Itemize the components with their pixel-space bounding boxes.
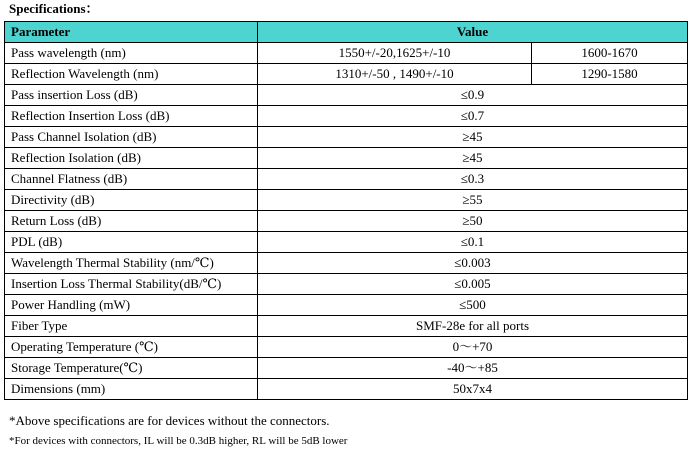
row-value-a: 1550+/-20,1625+/-10 [258,43,532,64]
row-value: ≤0.3 [258,169,688,190]
row-value: ≥50 [258,211,688,232]
table-row [5,190,688,211]
row-parameter: Reflection Wavelength (nm) [5,64,258,85]
spec-title: Specifications： [9,1,99,16]
row-value: -40～+85 [258,358,688,379]
row-parameter: Power Handling (mW) [5,295,258,316]
table-row [5,43,688,64]
row-parameter: Reflection Insertion Loss (dB) [5,106,258,127]
row-value: ≤0.9 [258,85,688,106]
row-value: ≤500 [258,295,688,316]
table-row [5,106,688,127]
row-parameter: Pass wavelength (nm) [5,43,258,64]
row-parameter: Dimensions (mm) [5,379,258,400]
table-row [5,274,688,295]
row-value: 50x7x4 [258,379,688,400]
row-parameter: Insertion Loss Thermal Stability(dB/℃) [5,274,258,295]
row-value: SMF-28e for all ports [258,316,688,337]
table-row [5,295,688,316]
footnote-connectors: *Above specifications are for devices without the connectors. [9,413,330,428]
table-row [5,85,688,106]
row-parameter: Wavelength Thermal Stability (nm/℃) [5,253,258,274]
row-value: ≤0.7 [258,106,688,127]
row-value: ≤0.005 [258,274,688,295]
row-parameter: Pass Channel Isolation (dB) [5,127,258,148]
table-row [5,211,688,232]
table-row [5,358,688,379]
row-parameter: Fiber Type [5,316,258,337]
row-parameter: Storage Temperature(℃) [5,358,258,379]
row-parameter: Operating Temperature (℃) [5,337,258,358]
row-parameter: PDL (dB) [5,232,258,253]
table-row [5,379,688,400]
row-parameter: Channel Flatness (dB) [5,169,258,190]
footnote-connector-losses: *For devices with connectors, IL will be 0.3dB higher, RL will be 5dB lower [9,435,348,447]
row-value: ≥45 [258,127,688,148]
table-header-row [5,22,688,43]
table-row [5,64,688,85]
row-value-a: 1310+/-50 , 1490+/-10 [258,64,532,85]
row-parameter: Pass insertion Loss (dB) [5,85,258,106]
row-value: ≤0.003 [258,253,688,274]
table-row [5,316,688,337]
specifications-table [4,21,688,400]
row-parameter: Reflection Isolation (dB) [5,148,258,169]
row-value-b: 1290-1580 [532,64,688,85]
row-parameter: Directivity (dB) [5,190,258,211]
table-row [5,337,688,358]
header-parameter: Parameter [5,22,258,43]
table-row [5,253,688,274]
row-value: 0～+70 [258,337,688,358]
row-value: ≥55 [258,190,688,211]
table-row [5,232,688,253]
row-value-b: 1600-1670 [532,43,688,64]
row-parameter: Return Loss (dB) [5,211,258,232]
table-row [5,127,688,148]
header-value: Value [258,22,688,43]
table-row [5,169,688,190]
row-value: ≤0.1 [258,232,688,253]
table-row [5,148,688,169]
row-value: ≥45 [258,148,688,169]
